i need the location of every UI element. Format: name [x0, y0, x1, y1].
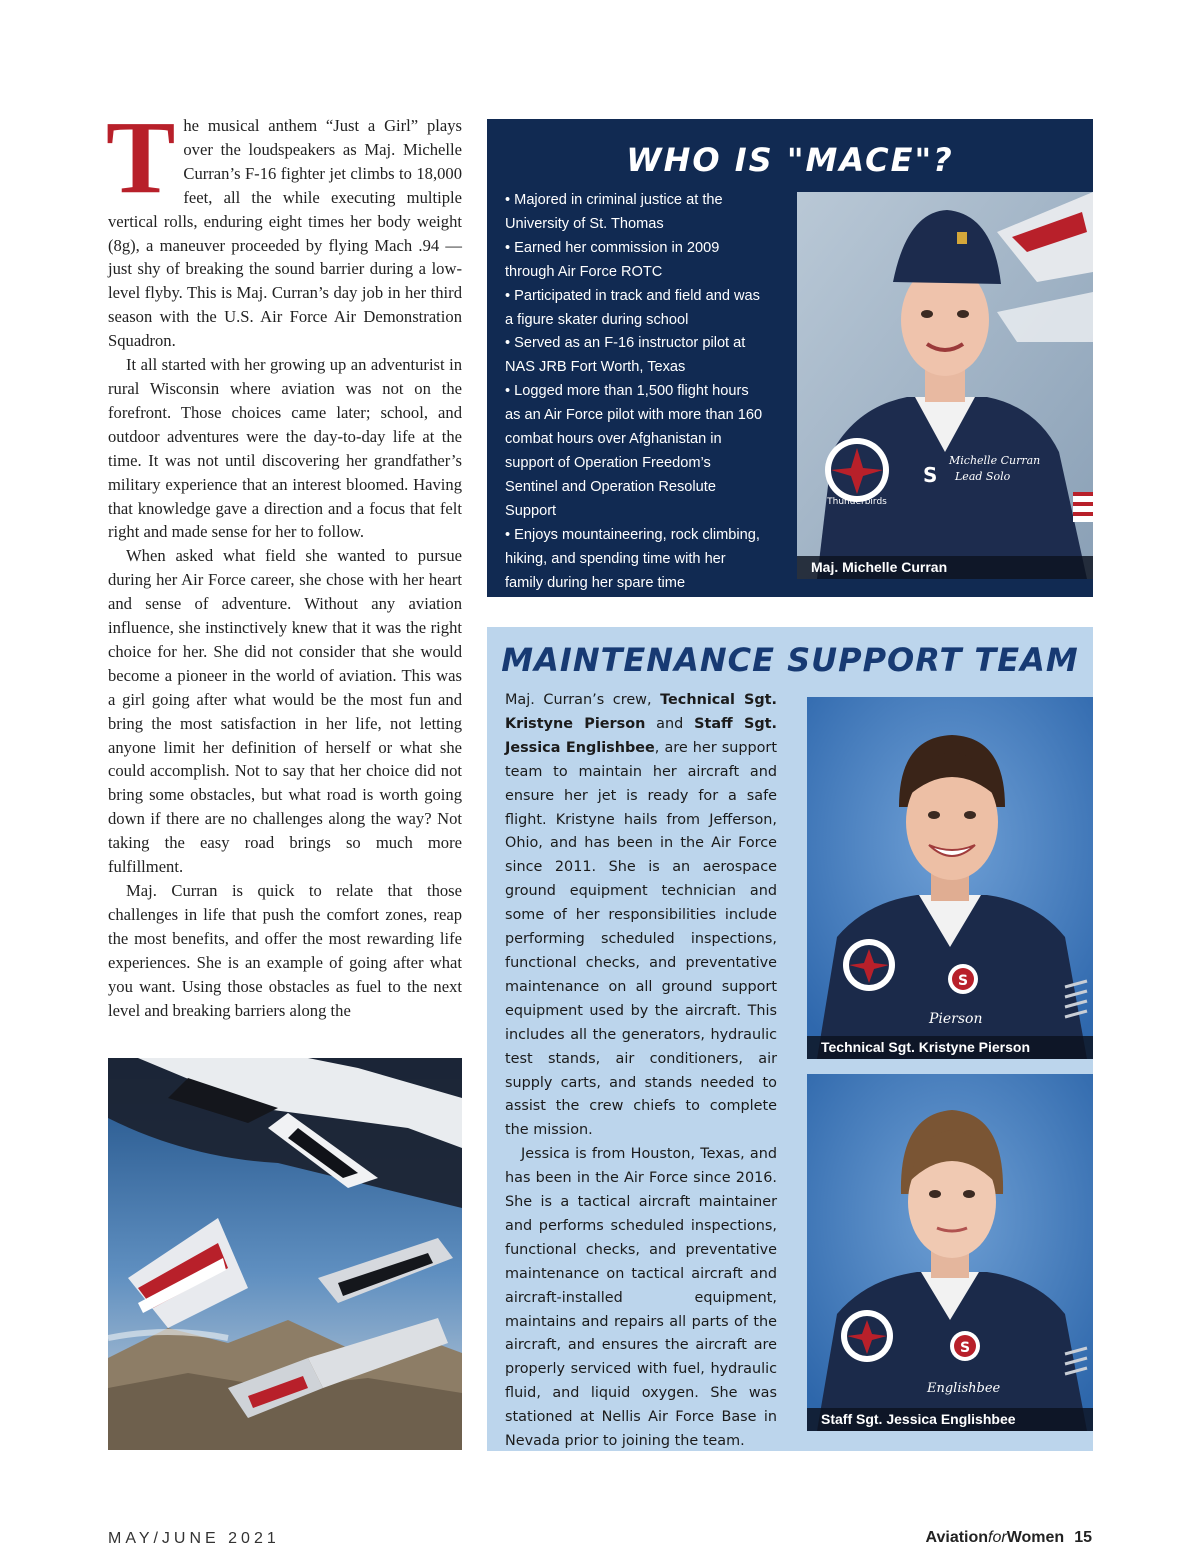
- mace-fact: • Logged more than 1,500 flight hours as an Air Force pilot with more than 160 combat hours over Afghanistan in support of Operation Freedom’s Sentinel and Operation Resolute Support: [505, 383, 763, 519]
- mace-fact: • Majored in criminal justice at the University of St. Thomas: [505, 192, 723, 232]
- maintenance-box-title: MAINTENANCE SUPPORT TEAM: [501, 641, 1079, 679]
- michelle-curran-photo: [797, 192, 1093, 579]
- mace-facts-list: [505, 189, 767, 595]
- issue-date: MAY/JUNE 2021: [108, 1530, 280, 1547]
- nametag-title: Lead Solo: [955, 470, 1011, 483]
- name-pierson: Technical Sgt. Kristyne Pierson: [505, 692, 777, 732]
- maintenance-paragraph-2: Jessica is from Houston, Texas, and has been in the Air Force since 2016. She is a tactical aircraft maintainer and performs scheduled inspections, functional checks, and preventative maintenance on tactical aircraft and aircraft-installed equipment, maintains and repairs all parts of the aircraft, and ensures the aircraft are properly serviced with fuel, hydraulic fluid, and liquid oxygen. She was stationed at Nellis Air Force Base in Nevada prior to joining the team.: [505, 1146, 777, 1450]
- mace-photo-caption: Maj. Michelle Curran: [797, 556, 1093, 579]
- article-paragraph-4: Maj. Curran is quick to relate that those challenges in life that push the comfort zones, reap the most benefits, and offer the most rewarding life experiences. She is an example of going after what you want. Using those obstacles as fuel to the next level and breaking barriers along the: [108, 881, 462, 1020]
- mace-fact: • Enjoys mountaineering, rock climbing, hiking, and spending time with her family during her spare time: [505, 526, 760, 591]
- brand-women: Women: [1006, 1529, 1065, 1546]
- article-body: [106, 100, 462, 1022]
- svg-text:S: S: [960, 1340, 971, 1356]
- mace-fact: • Earned her commission in 2009 through Air Force ROTC: [505, 239, 720, 280]
- mace-fact: • Served as an F-16 instructor pilot at NAS JRB Fort Worth, Texas: [505, 335, 746, 376]
- paragraph-1-text: he musical anthem “Just a Girl” plays over the loudspeakers as Maj. Michelle Curran’s F-16 fighter jet climbs to 18,000 feet, all the while executing multiple vertical rolls, enduring eight times her body weight (8g), a maneuver proceeded by flying Mach .94 —just shy of breaking the sound barrier during a low-level flyby. This is Maj. Curran’s day job in her third season with the U.S. Air Force Air Demonstration Squadron.: [108, 116, 462, 351]
- brand-for: for: [988, 1529, 1007, 1546]
- name-englishbee: Staff Sgt. Jessica Englishbee: [505, 715, 777, 756]
- mace-box-title: WHO IS "MACE"?: [626, 141, 954, 179]
- page-number: 15: [1074, 1529, 1092, 1546]
- svg-text:S: S: [923, 463, 938, 487]
- nametag-name: Michelle Curran: [949, 454, 1041, 467]
- maintenance-text: [505, 689, 777, 1454]
- article-paragraph-1: [106, 100, 462, 353]
- svg-text:S: S: [958, 973, 969, 989]
- article-paragraph-3: When asked what field she wanted to pursue during her Air Force career, she chose with her heart and sense of adventure. Without any aviation influence, she instinctively knew that it was the right choice for her. She did not consider that she would become a pioneer in the world of aviation. This was a girl going after what would be the most fun and bring the most satisfaction in her life, not letting anyone limit her definition of herself or what she could accomplish. Not to say that her choice did not bring some obstacles, but what road is worth going down if there are no challenges along the way? Not taking the easy road brings so much more fulfillment.: [108, 546, 462, 877]
- p1-and: and: [645, 715, 695, 732]
- maintenance-support-team-box: [487, 627, 1093, 1451]
- footer-brand: [926, 1529, 1092, 1547]
- drop-cap: T: [106, 100, 176, 215]
- who-is-mace-box: [487, 119, 1093, 597]
- article-paragraph-2: It all started with her growing up an adventurist in rural Wisconsin where aviation was not on the forefront. Those choices came later; school, and outdoor adventures were the day-to-day life at the time. It was not until discovering her grandfather’s military experience that an interest bloomed. Having that knowledge gave a direction and a focus that felt right and made sense for her to follow.: [108, 355, 462, 542]
- p1-rest: , are her support team to maintain her aircraft and ensure her jet is ready for a safe flight. Kristyne hails from Jefferson, Ohio, and has been in the Air Force since 2011. She is an aerospace ground equipment technician and some of her responsibilities include performing scheduled inspections, functional checks, and preventative maintenance on all ground support equipment used by the aircraft. This includes all the generators, hydraulic test stands, air conditioners, air supply carts, and stands needed to assist the crew chiefs to complete the mission.: [505, 739, 777, 1139]
- maintenance-paragraph-1: [505, 689, 777, 1143]
- kristyne-pierson-photo: [807, 697, 1093, 1059]
- brand-aviation: Aviation: [925, 1529, 989, 1546]
- pierson-photo-caption: Technical Sgt. Kristyne Pierson: [807, 1036, 1093, 1059]
- englishbee-photo-caption: Staff Sgt. Jessica Englishbee: [807, 1408, 1093, 1431]
- p1-start: Maj. Curran’s crew,: [505, 692, 661, 708]
- mace-fact: • Participated in track and field and was a figure skater during school: [505, 287, 760, 328]
- jessica-englishbee-photo: [807, 1074, 1093, 1431]
- pierson-nametag: Pierson: [929, 1011, 983, 1027]
- patch-text: Thunderbirds: [827, 497, 887, 507]
- englishbee-nametag: Englishbee: [927, 1381, 1001, 1396]
- thunderbirds-jets-photo: [108, 1058, 462, 1450]
